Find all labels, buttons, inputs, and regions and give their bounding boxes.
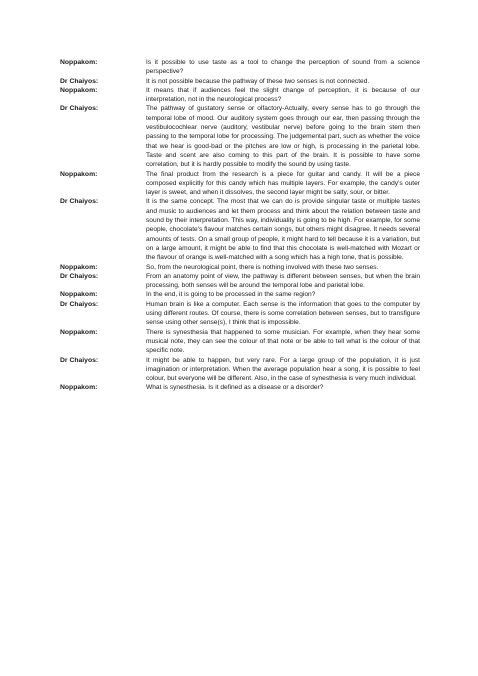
speaker-name: Dr Chaiyos: xyxy=(60,300,99,308)
speaker-name: Dr Chaiyos: xyxy=(60,198,99,206)
turn-text: The pathway of gustatory sense or olfactory-Actually, every sense has to go through the temporal lobe of mood. Our auditory system goes through our ear, then passing through the vestibulocochlear nerve (auditory, vestibular nerve) before going to the brain stem then passing to the temporal lobe for processing. The judgemental part, such as whether the voice that we hear is good-bad or the pitches are low or high, is processing in the parietal lobe. Taste and scent are also coming to this part of the brain. It is possible to have some correlation, but it is hardly possible to modify the sound by using taste. xyxy=(146,105,420,169)
transcript-turn xyxy=(60,272,420,291)
speaker-name: Dr Chaiyos: xyxy=(60,356,99,364)
speaker-name: Noppakom: xyxy=(60,59,98,66)
turn-text: From an anatomy point of view, the pathway is different between senses, but when the brain processing, both senses will be around the temporal lobe and parietal lobe. xyxy=(146,272,420,290)
transcript-turn xyxy=(60,383,420,392)
speaker-name: Noppakom: xyxy=(60,384,98,392)
speaker-name: Noppakom: xyxy=(60,86,98,94)
speaker-name: Noppakom: xyxy=(60,291,98,299)
transcript-turn xyxy=(60,170,420,198)
speaker-name: Dr Chaiyos: xyxy=(60,272,99,280)
transcript-turn xyxy=(60,77,420,86)
turn-text: What is synesthesia. Is it defined as a disease or a disorder? xyxy=(146,384,324,392)
transcript-turn xyxy=(60,104,420,169)
turn-text: It is not possible because the pathway of these two senses is not connected. xyxy=(146,77,370,85)
speaker-name: Noppakom: xyxy=(60,170,98,178)
turn-text: The final product from the research is a piece for guitar and candy. It will be a piece composed explicitly for this candy which has multiple layers. For example, the candy's outer layer is sweet, and when it dissolves, the second layer might be salty, sour, or bitter. xyxy=(146,170,420,197)
transcript-turn xyxy=(60,300,420,328)
turn-text: It might be able to happen, but very rare. For a large group of the population, it is just imagination or interpretation. When the average population hear a song, it is possible to feel colour, but everyone will be different. Also, in the case of synesthesia is very much individual. xyxy=(146,356,420,383)
speaker-name: Dr Chaiyos: xyxy=(60,77,99,85)
interview-transcript xyxy=(60,58,420,393)
transcript-turn xyxy=(60,263,420,272)
transcript-turn xyxy=(60,58,420,77)
transcript-turn xyxy=(60,328,420,356)
transcript-turn xyxy=(60,290,420,299)
turn-text: It means that if audiences feel the slight change of perception, it is because of our interpretation, not in the neurological process? xyxy=(146,86,420,104)
turn-text: Human brain is like a computer. Each sense is the information that goes to the computer by using different routes. Of course, there is some correlation between senses, but to transfigure sense using other sense(s), I think that is impossible. xyxy=(146,300,420,327)
speaker-name: Noppakom: xyxy=(60,263,98,271)
speaker-name: Dr Chaiyos: xyxy=(60,105,99,113)
turn-text: So, from the neurological point, there is nothing involved with these two senses. xyxy=(146,263,379,271)
transcript-turn xyxy=(60,356,420,384)
turn-text: It is the same concept. The most that we can do is provide singular taste or multiple tastes and music to audiences and let them process and think about the relation between taste and sound by their interpretation. This way, individuality is going to be high. For example, for some people, chocolate's flavour matches certain songs, but others might disagree. It needs several amounts of tests. On a small group of people, it might hard to tell because it is a variation, but on a large amount, it might be able to find that this chocolate is well-matched with Mozart or the flavour of orange is well-matched with a song which has a high tone, that is possible. xyxy=(146,198,420,262)
turn-text: In the end, it is going to be processed in the same region? xyxy=(146,291,316,299)
transcript-turn xyxy=(60,86,420,105)
speaker-name: Noppakom: xyxy=(60,328,98,336)
turn-text: There is synesthesia that happened to some musician. For example, when they hear some musical note, they can see the colour of that note or be able to tell what is the colour of that specific note. xyxy=(146,328,420,355)
turn-text: Is it possible to use taste as a tool to change the perception of sound from a science perspective? xyxy=(146,59,420,76)
transcript-turn xyxy=(60,197,420,262)
